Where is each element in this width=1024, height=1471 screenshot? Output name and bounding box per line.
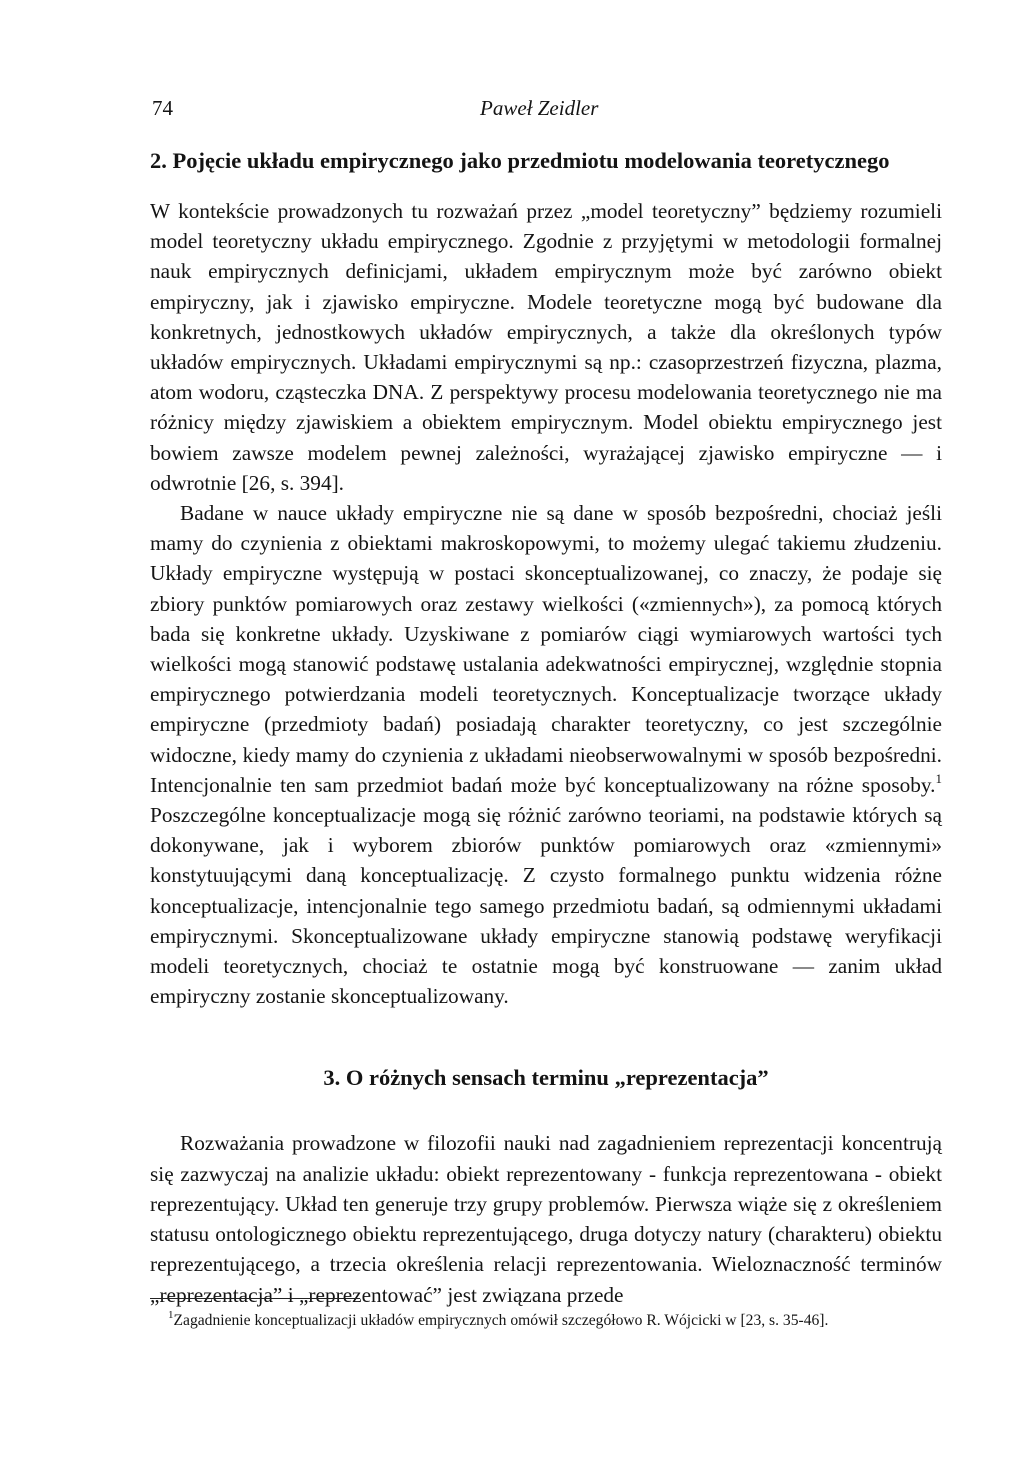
footnote-number: 1 [168,1309,174,1321]
section-2-paragraph-1: W kontekście prowadzonych tu rozważań przez „model teoretyczny” będziemy rozumieli model teoretyczny układu empirycznego. Zgodnie z przyjętymi w metodologii formalnej nauk empirycznych definicjami, układem empirycznym może być zarówno obiekt empiryczny, jak i zjawisko empiryczne. Modele teoretyczne mogą być budowane dla konkretnych, jednostkowych układów empirycznych, a także dla określonych typów układów empirycznych. Układami empirycznymi są np.: czasoprzestrzeń fizyczna, plazma, atom wodoru, cząsteczka DNA. Z perspektywy procesu modelowania teoretycznego nie ma różnicy między zjawiskiem a obiektem empirycznym. Model obiektu empirycznego jest bowiem zawsze modelem pewnej zależności, wyrażającej zjawisko empiryczne — i odwrotnie [26, s. 394]. [150,199,942,495]
paragraph-2-text-before-note: Badane w nauce układy empiryczne nie są dane w sposób bezpośredni, chociaż jeśli mamy do czynienia z obiektami makroskopowymi, to możemy ulegać takiemu złudzeniu. Układy empiryczne występują w postaci skonceptualizowanej, co znaczy, że podaje się zbiory punktów pomiarowych oraz zestawy wielkości («zmiennych»), za pomocą których bada się konkretne układy. Uzyskiwane z pomiarów ciągi wymiarowych wartości tych wielkości mogą stanowić podstawę ustalania adekwatności empirycznej, względnie stopnia empirycznego potwierdzania modeli teoretycznych. Konceptualizacje tworzące układy empiryczne (przedmioty badań) posiadają charakter teoretyczny, co jest szczególnie widoczne, kiedy mamy do czynienia z układami nieobserwowalnymi w sposób bezpośredni. Intencjonalnie ten sam przedmiot badań może być konceptualizowany na różne sposoby. [150,501,942,797]
running-head [150,96,942,126]
section-2-paragraph-2 [150,498,942,1011]
page-number: 74 [152,96,173,120]
section-2-heading: 2. Pojęcie układu empirycznego jako przedmiotu modelowania teoretycznego [150,148,890,173]
section-3-paragraph-1: Rozważania prowadzone w filozofii nauki nad zagadnieniem reprezentacji koncentrują się zazwyczaj na analizie układu: obiekt reprezentowany - funkcja reprezentowana - obiekt reprezentujący. Układ ten generuje trzy grupy problemów. Pierwsza wiąże się z określeniem statusu ontologicznego obiektu reprezentującego, druga dotyczy natury (charakteru) obiektu reprezentującego, a trzecia określenia relacji reprezentowania. Wieloznaczność terminów „reprezentacja” i „reprezentować” jest związana przede [150,1131,942,1307]
footnote-text: Zagadnienie konceptualizacji układów empirycznych omówił szczegółowo R. Wójcicki w [23, s. 35-46]. [173,1312,829,1329]
paragraph-2-text-after-note: Poszczególne konceptualizacje mogą się różnić zarówno teoriami, na podstawie których są dokonywane, jak i wyborem zbiorów punktów pomiarowych oraz «zmiennymi» konstytuującymi daną konceptualizację. Z czysto formalnego punktu widzenia różne konceptualizacje, intencjonalnie tego samego przedmiotu badań, są odmiennymi układami empirycznymi. Skonceptualizowane układy empiryczne stanowią podstawę weryfikacji modeli teoretycznych, chociaż te ostatnie mogą być konstruowane — zanim układ empiryczny zostanie skonceptualizowany. [150,803,942,1009]
section-3-heading: 3. O różnych sensach terminu „reprezentacja” [323,1065,769,1091]
page-content [150,96,942,1310]
running-title: Paweł Zeidler [480,96,599,120]
footnote [168,1310,958,1332]
footnote-reference: 1 [935,770,942,786]
footnote-divider [150,1298,360,1299]
